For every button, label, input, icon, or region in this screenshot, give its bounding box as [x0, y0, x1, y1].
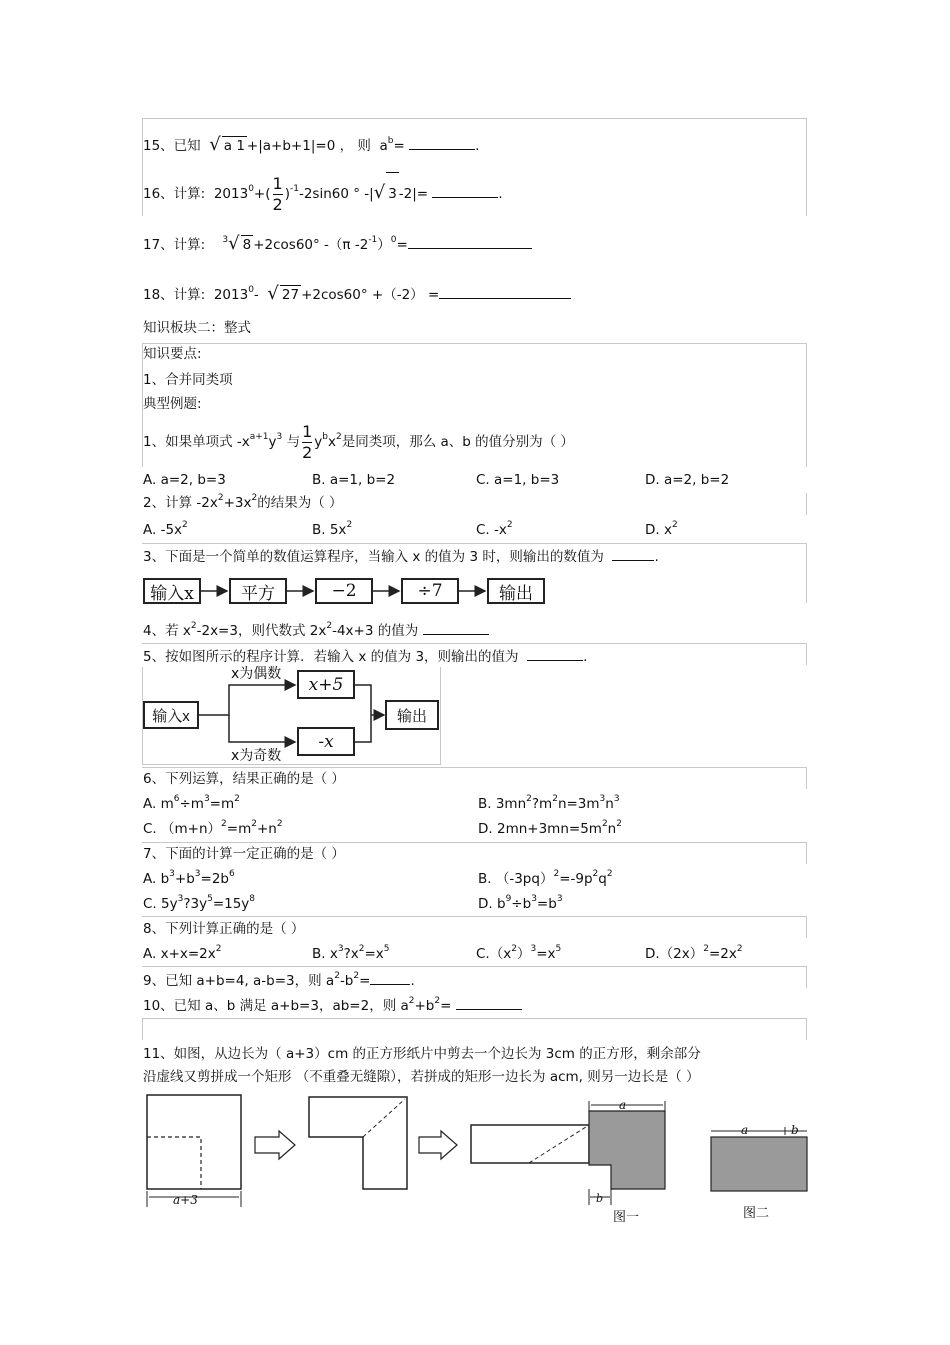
- question-16: 16、计算: $2013^0+$( $\frac{1}{2}$ )$^{-1}$-2sin60 ° -|√ 3 -2|= .: [143, 173, 503, 214]
- examples-title: 典型例题:: [143, 396, 202, 412]
- even-label: x为偶数: [231, 666, 282, 682]
- option-b: B. $5x^2$: [312, 520, 353, 538]
- problem-4: 4、若 $x^2-2x=3$，则代数式 $2x^2-4x+3$ 的值为: [143, 620, 489, 640]
- flow-minus-box: −2: [315, 578, 373, 604]
- border: [142, 643, 807, 644]
- option-a: A. $-5x^2$: [143, 520, 188, 538]
- problem-10: 10、已知 a、b 满足 a+b=3，ab=2，则 $a^2+b^2=$: [143, 995, 522, 1015]
- answer-blank[interactable]: [370, 970, 410, 985]
- flow-square-box: 平方: [229, 578, 287, 604]
- option-c: C. $(m+n)^2=m^2+n^2$: [143, 819, 283, 837]
- option-d: D. $b^9\div b^3=b^3$: [478, 894, 563, 912]
- border: [806, 916, 807, 938]
- border: [806, 118, 807, 216]
- problem-9: 9、已知 a+b=4, a-b=3，则 $a^2-b^2=$ .: [143, 971, 415, 989]
- answer-blank[interactable]: [408, 234, 532, 249]
- border: [142, 1018, 143, 1040]
- fraction: $\frac{1}{2}$: [272, 173, 283, 214]
- problem-3: 3、下面是一个简单的数值运算程序，当输入 x 的值为 3 时，则输出的数值为 .: [143, 546, 659, 566]
- problem-6: 6、下列运算，结果正确的是（ ）: [143, 771, 345, 787]
- problem-11-line-1: 11、如图，从边长为（ a+3）cm 的正方形纸片中剪去一个边长为 3cm 的正方形，剩余部分: [143, 1046, 701, 1062]
- border: [142, 543, 807, 544]
- border: [142, 842, 807, 843]
- border: [806, 767, 807, 789]
- option-d: D. a=2, b=2: [645, 472, 730, 488]
- answer-blank[interactable]: [612, 546, 654, 561]
- flowchart-2: [143, 667, 441, 764]
- topic-1: 1、合并同类项: [143, 372, 233, 388]
- answer-blank[interactable]: [432, 183, 498, 198]
- border: [806, 543, 807, 603]
- paper-cutting-figure: [143, 1093, 808, 1225]
- problem-8: 8、下列计算正确的是（ ）: [143, 921, 305, 937]
- cutting-diagram: [143, 1093, 808, 1225]
- problem-5: 5、按如图所示的程序计算．若输入 x 的值为 3，则输出的值为 .: [143, 646, 587, 666]
- problem-1: 1、如果单项式 $-x^{a+1}y^3$ 与 $\frac{1}{2}$ $y^bx^2$是同类项，那么 a、b 的值分别为（ ）: [143, 421, 574, 462]
- flow-input-box: 输入x: [143, 578, 201, 604]
- option-a: A. $m^6\div m^3=m^2$: [143, 794, 240, 812]
- odd-label: x为奇数: [231, 748, 282, 764]
- question-18: 18、计算: 2013$^0$- √ 27 +2cos60° +（-2） =: [143, 284, 571, 304]
- fraction: $\frac{1}{2}$: [302, 421, 313, 462]
- question-17: 17、计算: $^3$√ 8 +2cos60° -（π $-2^{-1})^0=$: [143, 234, 532, 254]
- border: [142, 767, 807, 768]
- option-a: A. $x+x=2x^2$: [143, 944, 222, 962]
- option-d: $D.(2x)^2=2x^2$: [645, 944, 743, 962]
- border: [142, 966, 807, 967]
- points-title: 知识要点:: [143, 346, 202, 362]
- answer-blank[interactable]: [527, 646, 583, 661]
- question-15: 15、已知 √ a 1 +|a+b+1|=0 ， 则 $a^b=$ .: [143, 134, 480, 155]
- option-c: C. a=1, b=3: [476, 472, 560, 488]
- fig1-a-label: a: [619, 1098, 627, 1112]
- border: [142, 343, 807, 344]
- flow-output-box: 输出: [487, 578, 545, 604]
- flow2-plus-box: x+5: [297, 670, 355, 699]
- figure-2-caption: 图二: [743, 1206, 770, 1221]
- flowchart-1: [143, 577, 553, 607]
- side-label: a+3: [173, 1193, 198, 1207]
- option-c: C. $5y^3?3y^5=15y^8$: [143, 894, 256, 912]
- fig2-b-label: b: [791, 1123, 799, 1137]
- border: [142, 1018, 807, 1019]
- answer-blank[interactable]: [456, 995, 522, 1010]
- problem-11-line-2: 沿虚线又剪拼成一个矩形 （不重叠无缝隙），若拼成的矩形一边长为 acm, 则另一边长是（ ）: [143, 1069, 700, 1085]
- fig2-a-label: a: [741, 1123, 749, 1137]
- border: [142, 916, 807, 917]
- border: [806, 1018, 807, 1040]
- border: [142, 118, 807, 119]
- fig1-b-label: b: [596, 1192, 604, 1205]
- section-title: 知识板块二：整式: [143, 320, 251, 336]
- border: [806, 343, 807, 467]
- option-b: B. $x^3?x^2=x^5$: [312, 944, 390, 962]
- problem-7: 7、下面的计算一定正确的是（ ）: [143, 846, 345, 862]
- option-d: D. $x^2$: [645, 520, 678, 538]
- option-a: A. a=2, b=3: [143, 472, 226, 488]
- option-b: B. $3mn^2?m^2n=3m^3n^3$: [478, 794, 620, 812]
- option-b: B. $(-3pq)^2=-9p^2q^2$: [478, 869, 613, 887]
- border: [806, 643, 807, 665]
- option-c: $C.(x^2)^3=x^5$: [476, 944, 562, 962]
- border: [806, 493, 807, 515]
- answer-blank[interactable]: [439, 284, 571, 299]
- flow2-neg-box: -x: [297, 727, 355, 756]
- border: [806, 966, 807, 988]
- border: [806, 842, 807, 864]
- problem-2: 2、计算 $-2x^2+3x^2$的结果为（ ）: [143, 493, 343, 511]
- option-b: B. a=1, b=2: [312, 472, 396, 488]
- answer-blank[interactable]: [409, 135, 475, 150]
- border: [142, 764, 441, 765]
- answer-blank[interactable]: [423, 620, 489, 635]
- option-c: C. $-x^2$: [476, 520, 513, 538]
- flow2-output-box: 输出: [385, 700, 439, 730]
- option-d: D. $2mn+3mn=5m^2n^2$: [478, 819, 622, 837]
- flow2-input-box: 输入x: [143, 701, 199, 729]
- option-a: A. $b^3+b^3=2b^6$: [143, 869, 235, 887]
- figure-1-caption: 图一: [613, 1210, 640, 1225]
- flow-divide-box: ÷7: [401, 578, 459, 604]
